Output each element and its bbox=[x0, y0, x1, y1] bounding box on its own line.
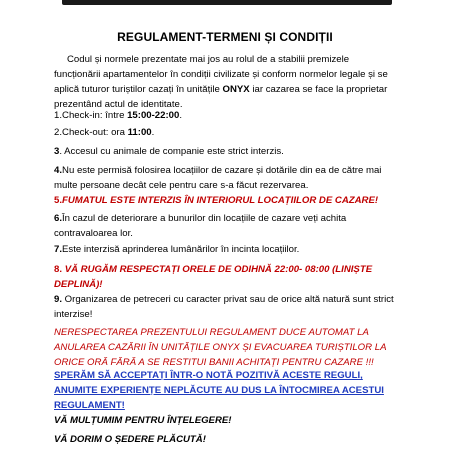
rule-number: 8. bbox=[54, 264, 63, 275]
wish-line: VĂ DORIM O ȘEDERE PLĂCUTĂ! bbox=[54, 434, 206, 445]
rule-number: 1. bbox=[54, 110, 63, 121]
rule-end: . bbox=[179, 110, 183, 121]
checkin-time: 15:00-22:00 bbox=[127, 110, 180, 121]
rule-text: Organizarea de petreceri cu caracter privat sau de orice altă natură sunt strict interzise! bbox=[54, 294, 394, 320]
rule-text: . Accesul cu animale de companie este strict interzis. bbox=[59, 146, 284, 157]
rule-7 bbox=[54, 242, 396, 257]
hope-paragraph: SPERĂM SĂ ACCEPTAȚI ÎNTR-O NOTĂ POZITIVĂ ACESTE REGULI, ANUMITE EXPERIENȚE NEPLĂCUTE AU DUS LA ÎNTOCMIREA ACESTUI REGULAMENT! bbox=[54, 370, 384, 411]
intro-text-1: Codul și normele prezentate mai jos au rolul de a stabilii premizele funcționării apartamentelor în condiții civilizate și conform normelor legale și se aplică tuturor turiștilor cazați în unitățile bbox=[54, 54, 388, 95]
warning-paragraph: NERESPECTAREA PREZENTULUI REGULAMENT DUCE AUTOMAT LA ANULAREA CAZĂRII ÎN UNITĂȚILE ONYX ȘI EVACUAREA TURIȘTILOR LA ORICE ORĂ FĂRĂ A SE RESTITUI BANII ACHITAȚI PENTRU CAZARE !!! bbox=[54, 327, 387, 368]
rule-3 bbox=[54, 144, 396, 159]
rule-2 bbox=[54, 125, 396, 140]
rule-text: Check-in: între bbox=[62, 110, 128, 121]
rule-5 bbox=[54, 193, 396, 208]
rule-8 bbox=[54, 262, 396, 292]
rule-1 bbox=[54, 108, 396, 123]
rule-text: Este interzisă aprinderea lumânărilor în incinta locațiilor. bbox=[62, 244, 300, 255]
rule-number: 2. bbox=[54, 127, 63, 138]
rule-number: 6. bbox=[54, 213, 63, 224]
intro-text-2: iar cazarea se face la proprietar prezentând actul de identitate. bbox=[54, 84, 388, 110]
rule-4 bbox=[54, 163, 396, 193]
rule-number: 7. bbox=[54, 244, 63, 255]
rule-text: Nu este permisă folosirea locațiilor de cazare și dotările din ea de către mai multe persoane decât cele pentru care s-a făcut rezervarea. bbox=[54, 165, 382, 191]
rule-number: 9. bbox=[54, 294, 63, 305]
rule-number: 3 bbox=[54, 146, 60, 157]
thanks-line: VĂ MULȚUMIM PENTRU ÎNȚELEGERE! bbox=[54, 415, 232, 426]
rule-text: În cazul de deteriorare a bunurilor din locațiile de cazare veți achita contravaloarea lor. bbox=[54, 213, 347, 239]
no-smoking-notice: FUMATUL ESTE INTERZIS ÎN INTERIORUL LOCAȚIILOR DE CAZARE! bbox=[62, 195, 379, 206]
brand-name: ONYX bbox=[222, 84, 250, 95]
rule-number: 4. bbox=[54, 165, 63, 176]
rule-text: Check-out: ora bbox=[62, 127, 128, 138]
rule-9 bbox=[54, 292, 396, 322]
quiet-hours-notice: VĂ RUGĂM RESPECTAȚI ORELE DE ODIHNĂ 22:00- 08:00 (LINIȘTE DEPLINĂ)! bbox=[54, 264, 373, 290]
page-title: REGULAMENT-TERMENI ȘI CONDIȚII bbox=[117, 30, 333, 44]
rule-6 bbox=[54, 211, 396, 241]
rule-end: . bbox=[151, 127, 155, 138]
rule-number: 5. bbox=[54, 195, 63, 206]
intro-paragraph bbox=[54, 52, 396, 112]
checkout-time: 11:00 bbox=[127, 127, 152, 138]
